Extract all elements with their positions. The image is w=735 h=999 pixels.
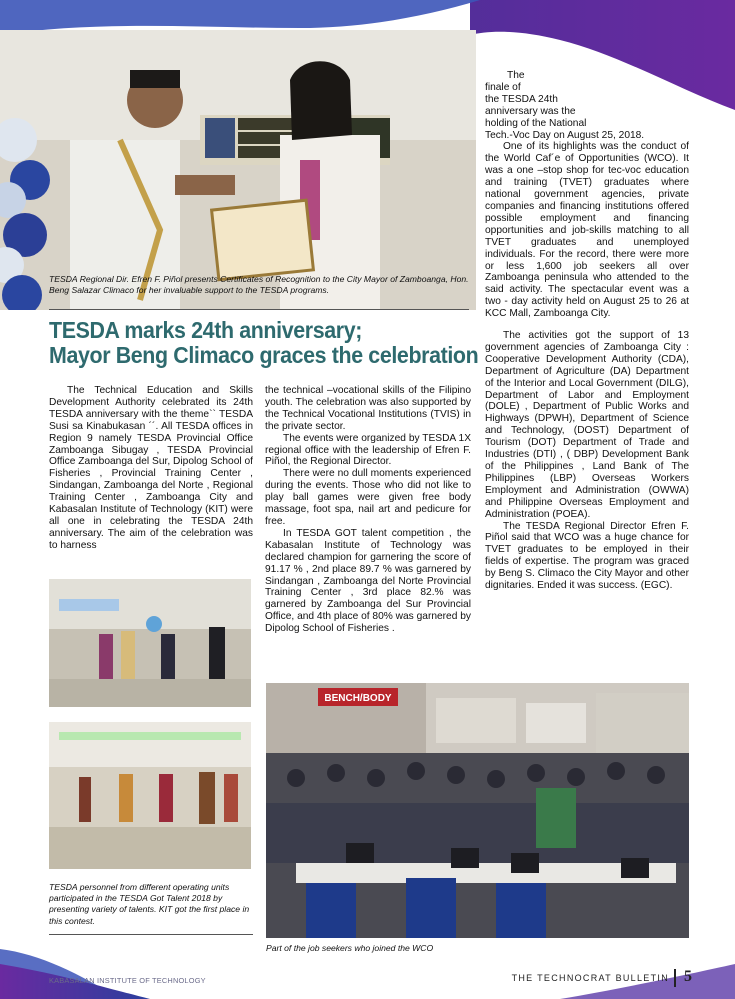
top-photo-caption: TESDA Regional Dir. Efren F. Piñol presents Certificates of Recognition to the City Mayor of Zamboanga, Hon. Beng Salazar Climaco for her invaluable support to the TESDA programs.: [49, 274, 469, 295]
finale-paragraph: [485, 70, 689, 141]
paragraph: The activities got the support of 13 government agencies of Zamboanga City : Cooperative Development Authority (CDA), Department of Agriculture (DA) Department of the Interior and Local Government (DILG), Department of Labor and Employment (DOLE) , Department of Public Works and Highways (DPWH), Department of Science and Technology, (DOST) Department of Tourism (DOT) Department of Trade and Industries (DTI) , ( DBP) Development Bank of the Philippines , Land Bank of The Philippines (LBP) Overseas Workers Employment and Administration (OWWA) and Philippine Overseas Employment and Administration (POEA).: [485, 330, 689, 520]
store-sign: BENCH/BODY: [324, 693, 392, 704]
caption-divider: [49, 309, 469, 310]
footer-publication: THE TECHNOCRAT BULLETIN: [511, 973, 669, 983]
paragraph: In TESDA GOT talent competition , the Kabasalan Institute of Technology was declared champion for garnering the score of 91.17 % , 2nd place 89.7 % was garnered by Sindangan , Zamboanga del Norte Provincial Training Center , 3rd place 82.% was garnered by Zamboanga del Sur Provincial Office, and 4th place of 80% was garnered by Dipolog School of Fisheries .: [265, 527, 471, 635]
talent-photo-1: [49, 579, 251, 707]
article-headline: [49, 317, 479, 368]
article-column-middle: [265, 385, 471, 635]
page-number: 5: [684, 968, 692, 985]
bottom-wave-decoration: [0, 919, 735, 999]
paragraph: the technical –vocational skills of the Filipino youth. The celebration was also supported by the Technical Vocational Institutions (TVIS) in the private sector.: [265, 385, 471, 432]
job-seekers-caption: Part of the job seekers who joined the WCO: [266, 943, 434, 953]
article-column-left: [49, 385, 253, 552]
top-photo-award: [0, 30, 476, 310]
paragraph: The events were organized by TESDA 1X regional office with the leadership of Efren F. Piñol, the Regional Director.: [265, 432, 471, 468]
finale-line: The: [507, 70, 525, 81]
talent-photos-caption: TESDA personnel from different operating units participated in the TESDA Got Talent 2018 by presenting variety of talents. KIT got the first place in this contest.: [49, 882, 250, 926]
paragraph: There were no dull moments experienced during the events. Those who did not like to play ball games were given free body massage, foot spa, nail art and pedicure for free.: [265, 468, 471, 527]
footer-institution: KABASALAN INSTITUTE OF TECHNOLOGY: [49, 976, 206, 985]
talent-photo-2: [49, 722, 251, 869]
finale-line: finale of: [485, 81, 521, 93]
finale-line: holding of the National: [485, 117, 587, 129]
paragraph: The Technical Education and Skills Development Authority celebrated its 24th TESDA anniversary with the theme`` TESDA Susi sa Kinabukasan ´´. All TESDA offices in Region 9 namely TESDA Provincial Office Zamboanga Sibugay , TESDA Provincial Office Zamboanga del Sur, Dipolog School of Fisheries , Provincial Training Center , Sindangan, Zamboanga del Norte , Regional Training Center , Zamboanga City and Kabasalan Institute of Technology (KIT) were all one in celebrating the TESDA 24th anniversary. The aim of the celebration was to harness: [49, 385, 253, 551]
article-column-right: [485, 70, 689, 592]
footer-divider: [674, 969, 676, 987]
finale-line: anniversary was the: [485, 105, 576, 117]
job-seekers-photo: [266, 683, 689, 938]
headline-line-2: Mayor Beng Climaco graces the celebration: [49, 342, 479, 368]
paragraph: One of its highlights was the conduct of the World Caf´e of Opportunities (WCO). It was a one –stop shop for tec-voc education and training (TVET) graduates where national government agencies, private companies and financing institutions offered possible employment and financing opportunities and job-skills matching to all TVET graduates and unemployed individuals. For the record, there were more or less 1,600 job seekers all over Zamboanga peninsula who attended to the said activity. The spectacular event was a two - day activity held on August 25 to 26 at KCC Mall, Zamboanga City.: [485, 141, 689, 320]
paragraph: The TESDA Regional Director Efren F. Piñol said that WCO was a huge chance for TVET graduates to be employed in their fields of expertise. The program was graced by Beng S. Climaco the City Mayor and other dignitaries. Ended it was success. (EGC).: [485, 520, 689, 592]
finale-line: the TESDA 24th: [485, 93, 558, 105]
finale-line: Tech.-Voc Day on August 25, 2018.: [485, 129, 645, 141]
headline-line-1: TESDA marks 24th anniversary;: [49, 317, 362, 343]
